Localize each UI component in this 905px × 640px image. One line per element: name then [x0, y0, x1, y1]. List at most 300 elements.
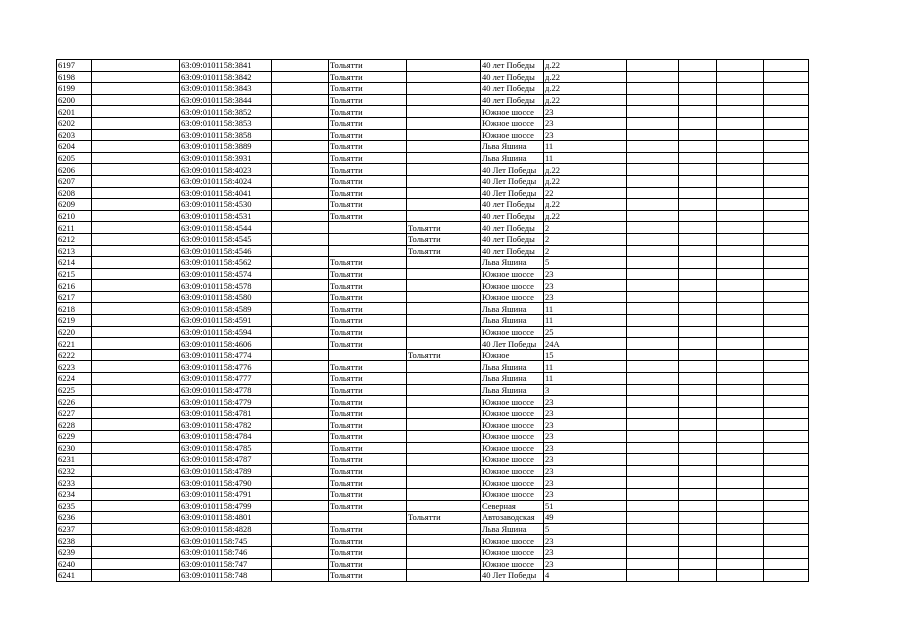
empty-cell	[272, 175, 329, 187]
empty-cell	[627, 442, 679, 454]
city-cell: Тольятти	[329, 117, 407, 129]
empty-cell	[679, 233, 717, 245]
empty-cell	[679, 384, 717, 396]
table-row	[57, 60, 809, 72]
city-cell: Тольятти	[329, 384, 407, 396]
empty-cell	[717, 442, 764, 454]
empty-cell	[764, 83, 809, 95]
empty-cell	[764, 71, 809, 83]
empty-cell	[764, 233, 809, 245]
empty-cell	[717, 210, 764, 222]
empty-cell	[92, 431, 180, 443]
city-cell: Тольятти	[329, 210, 407, 222]
table-row	[57, 373, 809, 385]
empty-cell	[627, 129, 679, 141]
empty-cell	[272, 523, 329, 535]
row-number-cell: 6198	[57, 71, 92, 83]
city-alt-cell	[407, 558, 481, 570]
empty-cell	[679, 326, 717, 338]
street-cell: Льва Яшина	[481, 373, 544, 385]
street-cell: 40 лет Победы	[481, 222, 544, 234]
house-number-cell: 23	[544, 407, 627, 419]
house-number-cell: 11	[544, 303, 627, 315]
empty-cell	[92, 268, 180, 280]
city-cell: Тольятти	[329, 164, 407, 176]
row-number-cell: 6212	[57, 233, 92, 245]
cadastral-number-cell: 63:09:0101158:4023	[180, 164, 272, 176]
empty-cell	[717, 419, 764, 431]
house-number-cell: 4	[544, 570, 627, 582]
empty-cell	[92, 326, 180, 338]
city-alt-cell	[407, 431, 481, 443]
empty-cell	[627, 396, 679, 408]
empty-cell	[679, 222, 717, 234]
empty-cell	[272, 245, 329, 257]
empty-cell	[679, 268, 717, 280]
city-cell: Тольятти	[329, 373, 407, 385]
city-alt-cell: Тольятти	[407, 349, 481, 361]
empty-cell	[679, 152, 717, 164]
empty-cell	[717, 454, 764, 466]
street-cell: 40 Лет Победы	[481, 164, 544, 176]
house-number-cell: 24А	[544, 338, 627, 350]
empty-cell	[764, 245, 809, 257]
empty-cell	[717, 396, 764, 408]
house-number-cell: 23	[544, 442, 627, 454]
cadastral-number-cell: 63:09:0101158:4578	[180, 280, 272, 292]
city-cell: Тольятти	[329, 129, 407, 141]
city-cell: Тольятти	[329, 442, 407, 454]
empty-cell	[627, 535, 679, 547]
city-alt-cell	[407, 384, 481, 396]
empty-cell	[92, 407, 180, 419]
empty-cell	[717, 570, 764, 582]
empty-cell	[627, 500, 679, 512]
empty-cell	[627, 222, 679, 234]
row-number-cell: 6225	[57, 384, 92, 396]
empty-cell	[272, 83, 329, 95]
table-row	[57, 384, 809, 396]
cadastral-number-cell: 63:09:0101158:4828	[180, 523, 272, 535]
empty-cell	[92, 488, 180, 500]
city-cell: Тольятти	[329, 280, 407, 292]
row-number-cell: 6201	[57, 106, 92, 118]
street-cell: Южное шоссе	[481, 407, 544, 419]
empty-cell	[717, 175, 764, 187]
row-number-cell: 6218	[57, 303, 92, 315]
cadastral-number-cell: 63:09:0101158:3858	[180, 129, 272, 141]
empty-cell	[92, 303, 180, 315]
row-number-cell: 6219	[57, 315, 92, 327]
street-cell: Льва Яшина	[481, 523, 544, 535]
row-number-cell: 6227	[57, 407, 92, 419]
street-cell: Южное шоссе	[481, 129, 544, 141]
empty-cell	[717, 141, 764, 153]
empty-cell	[627, 233, 679, 245]
empty-cell	[272, 396, 329, 408]
table-row	[57, 245, 809, 257]
cadastral-number-cell: 63:09:0101158:3852	[180, 106, 272, 118]
house-number-cell: 49	[544, 512, 627, 524]
table-row	[57, 326, 809, 338]
empty-cell	[272, 94, 329, 106]
empty-cell	[679, 349, 717, 361]
city-cell: Тольятти	[329, 396, 407, 408]
empty-cell	[679, 454, 717, 466]
empty-cell	[627, 326, 679, 338]
street-cell: 40 лет Победы	[481, 60, 544, 72]
empty-cell	[272, 164, 329, 176]
house-number-cell: 23	[544, 535, 627, 547]
empty-cell	[272, 106, 329, 118]
city-alt-cell	[407, 117, 481, 129]
empty-cell	[717, 500, 764, 512]
empty-cell	[272, 558, 329, 570]
empty-cell	[272, 338, 329, 350]
city-cell: Тольятти	[329, 477, 407, 489]
empty-cell	[764, 384, 809, 396]
empty-cell	[717, 338, 764, 350]
empty-cell	[717, 326, 764, 338]
city-alt-cell: Тольятти	[407, 245, 481, 257]
empty-cell	[764, 546, 809, 558]
house-number-cell: 11	[544, 315, 627, 327]
city-cell: Тольятти	[329, 488, 407, 500]
row-number-cell: 6239	[57, 546, 92, 558]
house-number-cell: 23	[544, 291, 627, 303]
row-number-cell: 6197	[57, 60, 92, 72]
empty-cell	[627, 257, 679, 269]
house-number-cell: 23	[544, 477, 627, 489]
empty-cell	[679, 175, 717, 187]
empty-cell	[627, 268, 679, 280]
empty-cell	[627, 175, 679, 187]
empty-cell	[764, 407, 809, 419]
table-row	[57, 500, 809, 512]
empty-cell	[272, 465, 329, 477]
empty-cell	[679, 442, 717, 454]
row-number-cell: 6206	[57, 164, 92, 176]
empty-cell	[717, 164, 764, 176]
cadastral-number-cell: 63:09:0101158:4774	[180, 349, 272, 361]
empty-cell	[272, 407, 329, 419]
house-number-cell: д.22	[544, 164, 627, 176]
empty-cell	[627, 349, 679, 361]
street-cell: 40 лет Победы	[481, 83, 544, 95]
empty-cell	[627, 187, 679, 199]
city-cell: Тольятти	[329, 558, 407, 570]
city-alt-cell	[407, 535, 481, 547]
city-alt-cell	[407, 419, 481, 431]
city-cell: Тольятти	[329, 465, 407, 477]
empty-cell	[272, 222, 329, 234]
empty-cell	[717, 94, 764, 106]
empty-cell	[764, 338, 809, 350]
house-number-cell: 23	[544, 117, 627, 129]
empty-cell	[92, 442, 180, 454]
empty-cell	[764, 152, 809, 164]
house-number-cell: 23	[544, 454, 627, 466]
street-cell: Южное шоссе	[481, 477, 544, 489]
house-number-cell: 23	[544, 431, 627, 443]
city-cell: Тольятти	[329, 71, 407, 83]
table-row	[57, 152, 809, 164]
empty-cell	[679, 245, 717, 257]
city-cell	[329, 245, 407, 257]
empty-cell	[272, 512, 329, 524]
empty-cell	[717, 71, 764, 83]
house-number-cell: 5	[544, 257, 627, 269]
empty-cell	[679, 83, 717, 95]
cadastral-number-cell: 63:09:0101158:3843	[180, 83, 272, 95]
row-number-cell: 6207	[57, 175, 92, 187]
empty-cell	[764, 558, 809, 570]
empty-cell	[92, 315, 180, 327]
empty-cell	[92, 291, 180, 303]
table-row	[57, 442, 809, 454]
empty-cell	[272, 454, 329, 466]
house-number-cell: д.22	[544, 175, 627, 187]
city-cell: Тольятти	[329, 268, 407, 280]
house-number-cell: 23	[544, 129, 627, 141]
city-alt-cell	[407, 152, 481, 164]
cadastral-number-cell: 63:09:0101158:4531	[180, 210, 272, 222]
empty-cell	[627, 384, 679, 396]
empty-cell	[764, 523, 809, 535]
cadastral-number-cell: 63:09:0101158:747	[180, 558, 272, 570]
empty-cell	[764, 315, 809, 327]
cadastral-number-cell: 63:09:0101158:4594	[180, 326, 272, 338]
cadastral-number-cell: 63:09:0101158:3853	[180, 117, 272, 129]
empty-cell	[92, 245, 180, 257]
table-row	[57, 257, 809, 269]
table-row	[57, 210, 809, 222]
city-cell: Тольятти	[329, 523, 407, 535]
empty-cell	[272, 60, 329, 72]
row-number-cell: 6215	[57, 268, 92, 280]
empty-cell	[679, 199, 717, 211]
city-alt-cell	[407, 71, 481, 83]
city-alt-cell	[407, 407, 481, 419]
street-cell: Южное шоссе	[481, 291, 544, 303]
house-number-cell: 11	[544, 152, 627, 164]
row-number-cell: 6220	[57, 326, 92, 338]
empty-cell	[764, 106, 809, 118]
empty-cell	[717, 268, 764, 280]
city-cell: Тольятти	[329, 60, 407, 72]
table-row	[57, 570, 809, 582]
empty-cell	[679, 535, 717, 547]
empty-cell	[272, 442, 329, 454]
empty-cell	[764, 268, 809, 280]
city-cell: Тольятти	[329, 326, 407, 338]
house-number-cell: 23	[544, 396, 627, 408]
house-number-cell: д.22	[544, 71, 627, 83]
city-cell	[329, 222, 407, 234]
city-alt-cell	[407, 454, 481, 466]
house-number-cell: 23	[544, 465, 627, 477]
city-alt-cell	[407, 106, 481, 118]
empty-cell	[627, 488, 679, 500]
street-cell: 40 лет Победы	[481, 245, 544, 257]
empty-cell	[764, 326, 809, 338]
empty-cell	[764, 280, 809, 292]
house-number-cell: 23	[544, 106, 627, 118]
row-number-cell: 6208	[57, 187, 92, 199]
cadastral-number-cell: 63:09:0101158:4781	[180, 407, 272, 419]
empty-cell	[717, 349, 764, 361]
row-number-cell: 6209	[57, 199, 92, 211]
empty-cell	[627, 152, 679, 164]
city-alt-cell	[407, 477, 481, 489]
house-number-cell: 23	[544, 268, 627, 280]
empty-cell	[764, 396, 809, 408]
empty-cell	[92, 454, 180, 466]
empty-cell	[764, 419, 809, 431]
street-cell: Южное шоссе	[481, 396, 544, 408]
empty-cell	[92, 396, 180, 408]
city-alt-cell	[407, 187, 481, 199]
city-alt-cell	[407, 361, 481, 373]
city-alt-cell	[407, 315, 481, 327]
house-number-cell: 11	[544, 141, 627, 153]
cadastral-number-cell: 63:09:0101158:4799	[180, 500, 272, 512]
city-cell: Тольятти	[329, 419, 407, 431]
street-cell: Южное шоссе	[481, 419, 544, 431]
cadastral-number-cell: 63:09:0101158:4530	[180, 199, 272, 211]
cadastral-number-cell: 63:09:0101158:4041	[180, 187, 272, 199]
empty-cell	[272, 431, 329, 443]
house-number-cell: 51	[544, 500, 627, 512]
row-number-cell: 6221	[57, 338, 92, 350]
registry-table	[56, 59, 809, 582]
table-row	[57, 268, 809, 280]
street-cell: 40 Лет Победы	[481, 175, 544, 187]
empty-cell	[272, 349, 329, 361]
empty-cell	[717, 222, 764, 234]
empty-cell	[272, 280, 329, 292]
house-number-cell: д.22	[544, 94, 627, 106]
empty-cell	[679, 94, 717, 106]
city-cell: Тольятти	[329, 291, 407, 303]
empty-cell	[679, 465, 717, 477]
empty-cell	[764, 431, 809, 443]
table-row	[57, 233, 809, 245]
cadastral-number-cell: 63:09:0101158:3842	[180, 71, 272, 83]
table-row	[57, 535, 809, 547]
empty-cell	[679, 71, 717, 83]
row-number-cell: 6222	[57, 349, 92, 361]
city-alt-cell	[407, 570, 481, 582]
empty-cell	[679, 315, 717, 327]
empty-cell	[272, 546, 329, 558]
city-alt-cell	[407, 303, 481, 315]
empty-cell	[627, 303, 679, 315]
cadastral-number-cell: 63:09:0101158:4778	[180, 384, 272, 396]
city-alt-cell	[407, 210, 481, 222]
empty-cell	[764, 291, 809, 303]
empty-cell	[717, 303, 764, 315]
cadastral-number-cell: 63:09:0101158:4545	[180, 233, 272, 245]
cadastral-number-cell: 63:09:0101158:4589	[180, 303, 272, 315]
house-number-cell: 23	[544, 558, 627, 570]
empty-cell	[272, 500, 329, 512]
empty-cell	[717, 373, 764, 385]
empty-cell	[627, 512, 679, 524]
empty-cell	[92, 384, 180, 396]
row-number-cell: 6233	[57, 477, 92, 489]
empty-cell	[627, 291, 679, 303]
empty-cell	[272, 71, 329, 83]
empty-cell	[92, 222, 180, 234]
city-cell: Тольятти	[329, 187, 407, 199]
house-number-cell: 5	[544, 523, 627, 535]
empty-cell	[92, 60, 180, 72]
empty-cell	[764, 465, 809, 477]
city-alt-cell	[407, 94, 481, 106]
house-number-cell: 2	[544, 245, 627, 257]
cadastral-number-cell: 63:09:0101158:4791	[180, 488, 272, 500]
empty-cell	[627, 141, 679, 153]
empty-cell	[92, 129, 180, 141]
empty-cell	[764, 454, 809, 466]
city-alt-cell	[407, 164, 481, 176]
empty-cell	[272, 361, 329, 373]
cadastral-number-cell: 63:09:0101158:4562	[180, 257, 272, 269]
table-row	[57, 164, 809, 176]
empty-cell	[717, 291, 764, 303]
house-number-cell: 23	[544, 280, 627, 292]
row-number-cell: 6234	[57, 488, 92, 500]
cadastral-number-cell: 63:09:0101158:4790	[180, 477, 272, 489]
row-number-cell: 6204	[57, 141, 92, 153]
row-number-cell: 6240	[57, 558, 92, 570]
street-cell: 40 Лет Победы	[481, 570, 544, 582]
empty-cell	[717, 512, 764, 524]
cadastral-number-cell: 63:09:0101158:4591	[180, 315, 272, 327]
empty-cell	[92, 233, 180, 245]
city-alt-cell	[407, 141, 481, 153]
city-cell	[329, 349, 407, 361]
street-cell: Южное шоссе	[481, 117, 544, 129]
street-cell: Южное	[481, 349, 544, 361]
street-cell: 40 лет Победы	[481, 199, 544, 211]
street-cell: Льва Яшина	[481, 141, 544, 153]
empty-cell	[272, 315, 329, 327]
empty-cell	[627, 210, 679, 222]
empty-cell	[679, 512, 717, 524]
city-alt-cell	[407, 488, 481, 500]
city-alt-cell	[407, 291, 481, 303]
table-row	[57, 71, 809, 83]
table-row	[57, 488, 809, 500]
table-row	[57, 199, 809, 211]
street-cell: Льва Яшина	[481, 361, 544, 373]
empty-cell	[717, 187, 764, 199]
empty-cell	[627, 407, 679, 419]
empty-cell	[764, 373, 809, 385]
table-row	[57, 361, 809, 373]
empty-cell	[92, 535, 180, 547]
cadastral-number-cell: 63:09:0101158:4801	[180, 512, 272, 524]
empty-cell	[679, 338, 717, 350]
empty-cell	[272, 210, 329, 222]
street-cell: 40 лет Победы	[481, 71, 544, 83]
cadastral-number-cell: 63:09:0101158:3841	[180, 60, 272, 72]
empty-cell	[627, 280, 679, 292]
empty-cell	[679, 210, 717, 222]
empty-cell	[627, 199, 679, 211]
